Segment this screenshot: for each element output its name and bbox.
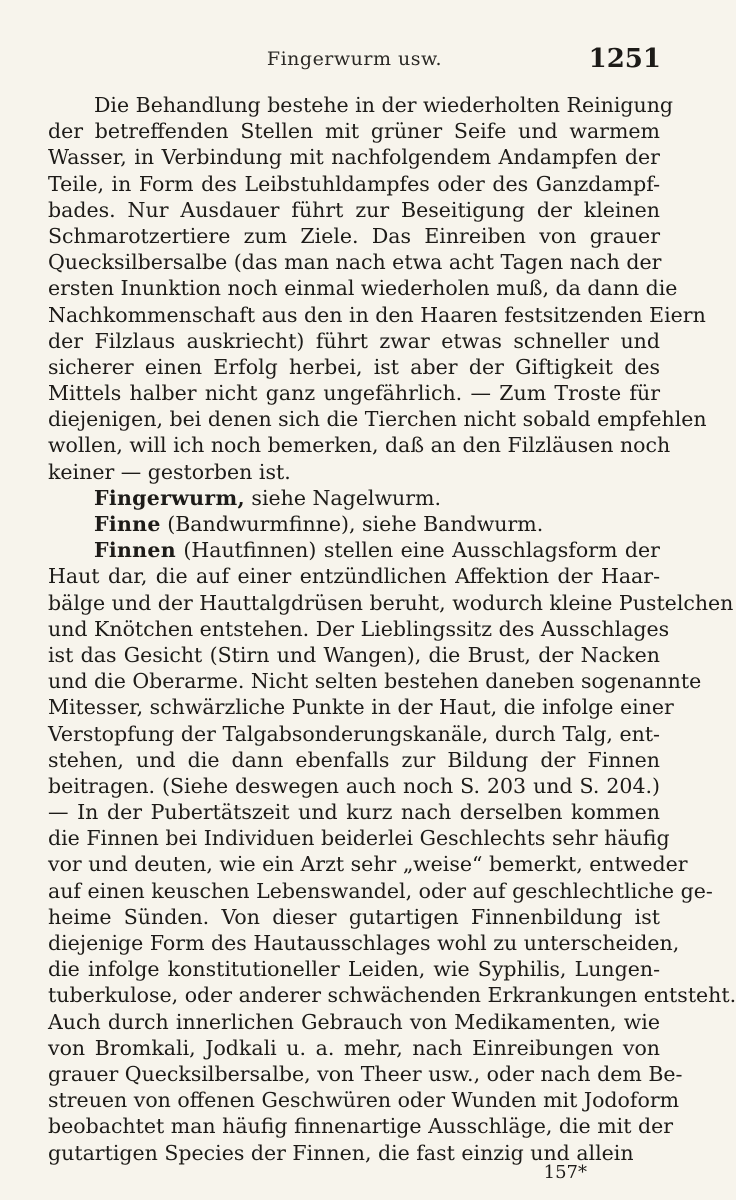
text-line: Die Behandlung bestehe in der wiederholten Reinigung	[94, 93, 674, 117]
text-line: diejenige Form des Hautausschlages wohl zu unterscheiden,	[48, 931, 680, 955]
entry-fingerwurm	[48, 485, 660, 511]
text-line: ersten Inunktion noch einmal wiederholen muß, da dann die	[48, 276, 678, 301]
entry-finnen-body	[48, 563, 736, 1165]
text-line: keiner — gestorben ist.	[48, 459, 291, 484]
paragraph-filzlaus-treatment	[48, 92, 707, 485]
text-line: streuen von offenen Geschwüren oder Wunden mit Jodoform	[48, 1088, 680, 1113]
entry-finne	[48, 511, 660, 537]
text-line: Teile, in Form des Leibstuhldampfes oder des Ganzdampf-	[48, 171, 660, 196]
text-line: Auch durch innerlichen Gebrauch von Medikamenten, wie	[48, 1009, 660, 1034]
text-line: Schmarotzertiere zum Ziele. Das Einreiben von grauer	[48, 223, 660, 248]
text-line: von Bromkali, Jodkali u. a. mehr, nach Einreibungen von	[48, 1035, 660, 1060]
entry-text: siehe Nagelwurm.	[244, 485, 441, 510]
text-line: heime Sünden. Von dieser gutartigen Finnenbildung ist	[48, 904, 660, 929]
text-line: Verstopfung der Talgabsonderungskanäle, durch Talg, ent-	[48, 721, 660, 746]
text-line: bälge und der Hauttalgdrüsen beruht, wodurch kleine Pustelchen	[48, 590, 734, 615]
text-line: — In der Pubertätszeit und kurz nach derselben kommen	[48, 800, 660, 825]
text-line: der Filzlaus auskriecht) führt zwar etwas schneller und	[48, 328, 660, 353]
page-number: 1251	[588, 44, 661, 74]
text-line: Haut dar, die auf einer entzündlichen Affektion der Haar-	[48, 564, 660, 589]
text-line: der betreffenden Stellen mit grüner Seife und warmem	[48, 119, 660, 144]
entry-term: Finnen	[94, 538, 176, 563]
text-line: Mittels halber nicht ganz ungefährlich. — Zum Troste für	[48, 381, 660, 406]
page-header	[48, 44, 661, 84]
text-line: Wasser, in Verbindung mit nachfolgendem Andampfen der	[48, 145, 660, 170]
running-head: Fingerwurm usw.	[266, 48, 443, 70]
entry-text: (Bandwurmfinne), siehe Bandwurm.	[160, 512, 544, 536]
text-line: vor und deuten, wie ein Arzt sehr „weise“ bemerkt, entweder	[48, 852, 688, 877]
text-line: beobachtet man häufig finnenartige Ausschläge, die mit der	[48, 1114, 673, 1139]
text-line: sicherer einen Erfolg herbei, ist aber der Giftigkeit des	[48, 354, 660, 379]
page-body	[48, 92, 736, 1166]
text-line: diejenigen, bei denen sich die Tierchen nicht sobald empfehlen	[48, 407, 707, 432]
text-line: tuberkulose, oder anderer schwächenden Erkrankungen entsteht.	[48, 983, 736, 1008]
text-line: beitragen. (Siehe deswegen auch noch S. 203 und S. 204.)	[48, 773, 660, 798]
entry-term: Fingerwurm,	[94, 485, 245, 510]
text-line: bades. Nur Ausdauer führt zur Beseitigung der kleinen	[48, 197, 660, 222]
text-line: grauer Quecksilbersalbe, von Theer usw., oder nach dem Be-	[48, 1061, 683, 1086]
text-line: die infolge konstitutioneller Leiden, wie Syphilis, Lungen-	[48, 957, 660, 982]
entry-text: (Hautfinnen) stellen eine Ausschlagsform der	[175, 538, 660, 563]
text-line: Quecksilbersalbe (das man nach etwa acht Tagen nach der	[48, 250, 662, 275]
text-line: stehen, und die dann ebenfalls zur Bildung der Finnen	[48, 747, 660, 772]
text-line: ist das Gesicht (Stirn und Wangen), die Brust, der Nacken	[48, 642, 660, 667]
text-line: und die Oberarme. Nicht selten bestehen daneben sogenannte	[48, 669, 702, 694]
text-line: auf einen keuschen Lebenswandel, oder auf geschlechtliche ge-	[48, 878, 713, 903]
text-line: gutartigen Species der Finnen, die fast einzig und allein	[48, 1140, 634, 1165]
text-line: wollen, will ich noch bemerken, daß an den Filzläusen noch	[48, 433, 671, 458]
entry-finnen-first-line	[48, 537, 660, 563]
text-line: und Knötchen entstehen. Der Lieblingssitz des Ausschlages	[48, 616, 670, 641]
entry-term: Finne	[94, 512, 161, 536]
signature-mark: 157*	[543, 1162, 587, 1183]
text-line: Mitesser, schwärzliche Punkte in der Haut, die infolge einer	[48, 695, 674, 720]
text-line: die Finnen bei Individuen beiderlei Geschlechts sehr häufig	[48, 826, 670, 851]
text-line: Nachkommenschaft aus den in den Haaren festsitzenden Eiern	[48, 302, 706, 327]
